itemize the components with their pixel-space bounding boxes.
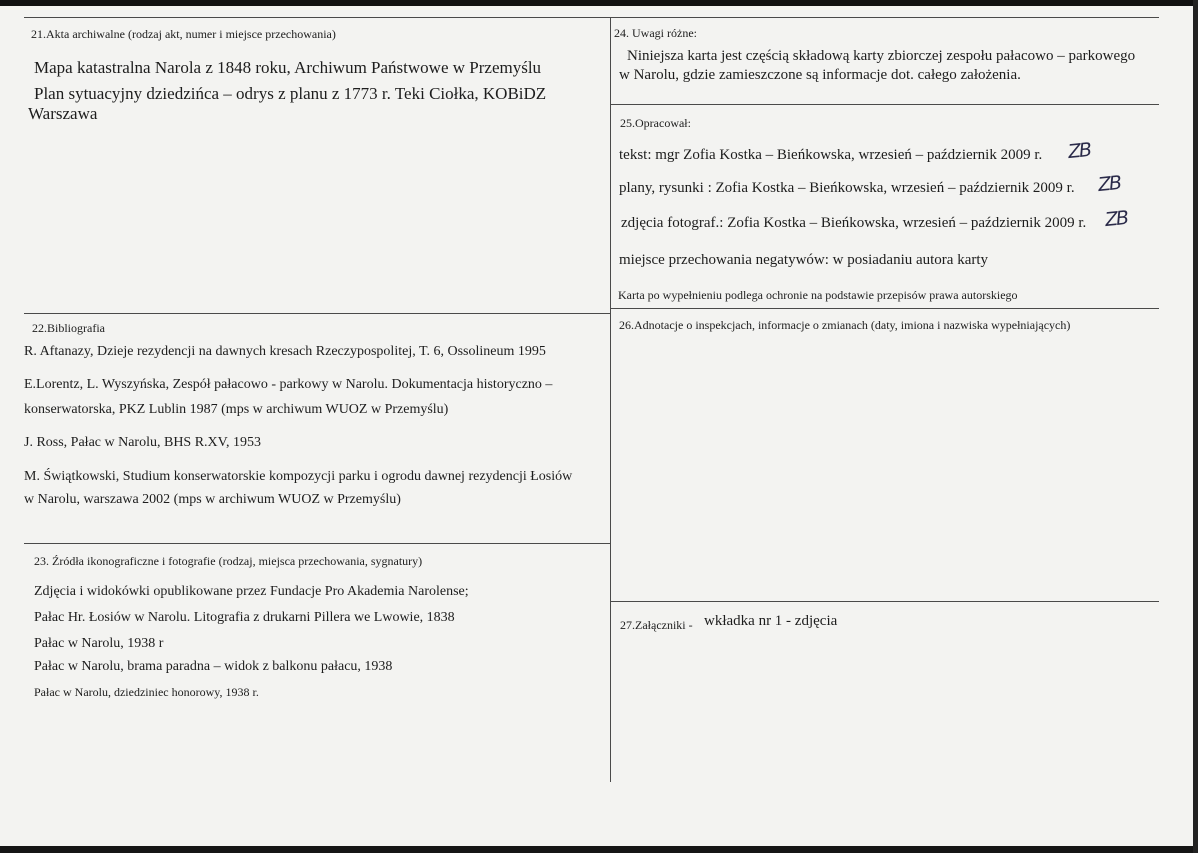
section-27-header: 27.Załączniki -	[620, 618, 693, 632]
column-divider	[610, 17, 611, 782]
bibliography-entry: M. Świątkowski, Studium konserwatorskie kompozycji parku i ogrodu dawnej rezydencji Łosiów	[24, 469, 573, 484]
bibliography-entry: J. Ross, Pałac w Narolu, BHS R.XV, 1953	[24, 435, 261, 450]
initials-signature: ZB	[1066, 138, 1092, 164]
divider-24-25	[610, 104, 1159, 105]
section-21-line: Plan sytuacyjny dziedzińca – odrys z planu z 1773 r. Teki Ciołka, KOBiDZ	[34, 84, 547, 103]
negatives-location: miejsce przechowania negatywów: w posiadaniu autora karty	[619, 252, 989, 268]
author-line-text: tekst: mgr Zofia Kostka – Bieńkowska, wrzesień – październik 2009 r.	[619, 147, 1043, 163]
iconography-entry: Pałac w Narolu, brama paradna – widok z balkonu pałacu, 1938	[34, 659, 393, 674]
section-25-header: 25.Opracował:	[620, 116, 691, 130]
section-23-header: 23. Źródła ikonograficzne i fotografie (rodzaj, miejsca przechowania, sygnatury)	[34, 554, 423, 568]
section-21-header: 21.Akta archiwalne (rodzaj akt, numer i miejsce przechowania)	[31, 27, 336, 41]
iconography-entry: Zdjęcia i widokówki opublikowane przez Fundacje Pro Akademia Narolense;	[34, 584, 469, 599]
section-24-text: Niniejsza karta jest częścią składową karty zbiorczej zespołu pałacowo – parkowego	[627, 48, 1136, 64]
iconography-entry: Pałac w Narolu, dziedziniec honorowy, 1938 r.	[34, 685, 259, 699]
scan-edge-right	[1193, 0, 1198, 853]
initials-signature: ZB	[1096, 171, 1122, 197]
form-top-border	[24, 17, 1159, 18]
section-27-value: wkładka nr 1 - zdjęcia	[704, 613, 838, 629]
bibliography-entry: E.Lorentz, L. Wyszyńska, Zespół pałacowo - parkowy w Narolu. Dokumentacja historyczno –	[24, 377, 553, 392]
iconography-entry: Pałac w Narolu, 1938 r	[34, 636, 164, 651]
bibliography-entry: w Narolu, warszawa 2002 (mps w archiwum WUOZ w Przemyślu)	[24, 492, 401, 507]
bibliography-entry: konserwatorska, PKZ Lublin 1987 (mps w archiwum WUOZ w Przemyślu)	[24, 402, 449, 417]
section-22-header: 22.Bibliografia	[32, 321, 105, 335]
initials-signature: ZB	[1103, 206, 1129, 232]
section-21-line: Mapa katastralna Narola z 1848 roku, Archiwum Państwowe w Przemyślu	[34, 58, 542, 77]
section-21-line: Warszawa	[28, 104, 98, 123]
divider-26-27	[610, 601, 1159, 602]
scan-edge-bottom	[0, 846, 1198, 853]
divider-22-23	[24, 543, 610, 544]
author-line-plans: plany, rysunki : Zofia Kostka – Bieńkowska, wrzesień – październik 2009 r.	[619, 180, 1075, 196]
section-24-text: w Narolu, gdzie zamieszczone są informacje dot. całego założenia.	[619, 67, 1021, 83]
divider-21-22	[24, 313, 610, 314]
section-26-header: 26.Adnotacje o inspekcjach, informacje o zmianach (daty, imiona i nazwiska wypełniających)	[619, 318, 1071, 332]
divider-25-26	[610, 308, 1159, 309]
bibliography-entry: R. Aftanazy, Dzieje rezydencji na dawnych kresach Rzeczypospolitej, T. 6, Ossolineum 1995	[24, 344, 546, 359]
scan-edge-top	[0, 0, 1198, 6]
section-24-header: 24. Uwagi różne:	[614, 26, 697, 40]
author-line-photos: zdjęcia fotograf.: Zofia Kostka – Bieńkowska, wrzesień – październik 2009 r.	[621, 215, 1087, 231]
iconography-entry: Pałac Hr. Łosiów w Narolu. Litografia z drukarni Pillera we Lwowie, 1838	[34, 610, 455, 625]
copyright-note: Karta po wypełnieniu podlega ochronie na podstawie przepisów prawa autorskiego	[618, 288, 1018, 302]
